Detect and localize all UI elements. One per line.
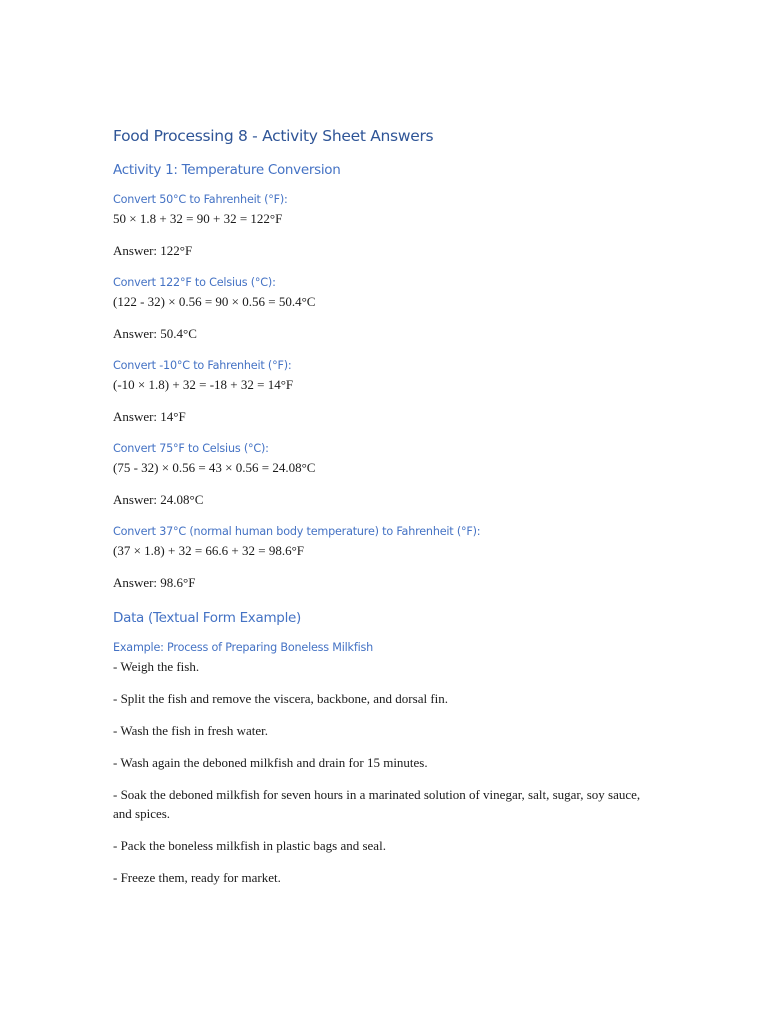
problem-question: Convert 50°C to Fahrenheit (°F): [113, 193, 288, 206]
activity-1-heading: Activity 1: Temperature Conversion [113, 162, 341, 178]
problem-equation: (-10 × 1.8) + 32 = -18 + 32 = 14°F [113, 377, 294, 392]
process-step: - Pack the boneless milkfish in plastic bags and seal. [113, 838, 386, 853]
conversion-problem-2 [113, 274, 653, 343]
problem-answer: Answer: 50.4°C [113, 326, 197, 341]
problem-equation: 50 × 1.8 + 32 = 90 + 32 = 122°F [113, 211, 283, 226]
problem-equation: (37 × 1.8) + 32 = 66.6 + 32 = 98.6°F [113, 543, 304, 558]
process-step: - Split the fish and remove the viscera, backbone, and dorsal fin. [113, 691, 449, 706]
conversion-problem-4 [113, 440, 653, 509]
process-step: - Soak the deboned milkfish for seven hours in a marinated solution of vinegar, salt, sugar, soy sauce, and spices. [113, 787, 641, 821]
process-step: - Wash the fish in fresh water. [113, 723, 269, 738]
document-title: Food Processing 8 - Activity Sheet Answers [113, 127, 434, 145]
conversion-problem-5 [113, 523, 653, 592]
problem-question: Convert 75°F to Celsius (°C): [113, 442, 269, 455]
conversion-problem-3 [113, 357, 653, 426]
data-section-heading: Data (Textual Form Example) [113, 610, 301, 626]
problem-question: Convert -10°C to Fahrenheit (°F): [113, 359, 292, 372]
problem-question: Convert 122°F to Celsius (°C): [113, 276, 276, 289]
problem-equation: (75 - 32) × 0.56 = 43 × 0.56 = 24.08°C [113, 460, 316, 475]
problem-answer: Answer: 14°F [113, 409, 186, 424]
process-steps [113, 639, 653, 887]
problem-equation: (122 - 32) × 0.56 = 90 × 0.56 = 50.4°C [113, 294, 316, 309]
problem-question: Convert 37°C (normal human body temperature) to Fahrenheit (°F): [113, 525, 481, 538]
process-step: - Weigh the fish. [113, 659, 200, 674]
example-title: Example: Process of Preparing Boneless Milkfish [113, 641, 374, 654]
problem-answer: Answer: 98.6°F [113, 575, 196, 590]
process-step: - Wash again the deboned milkfish and drain for 15 minutes. [113, 755, 428, 770]
conversion-problem-1 [113, 191, 653, 260]
problem-answer: Answer: 122°F [113, 243, 193, 258]
problem-answer: Answer: 24.08°C [113, 492, 204, 507]
document-page [113, 122, 653, 900]
process-step: - Freeze them, ready for market. [113, 870, 281, 885]
